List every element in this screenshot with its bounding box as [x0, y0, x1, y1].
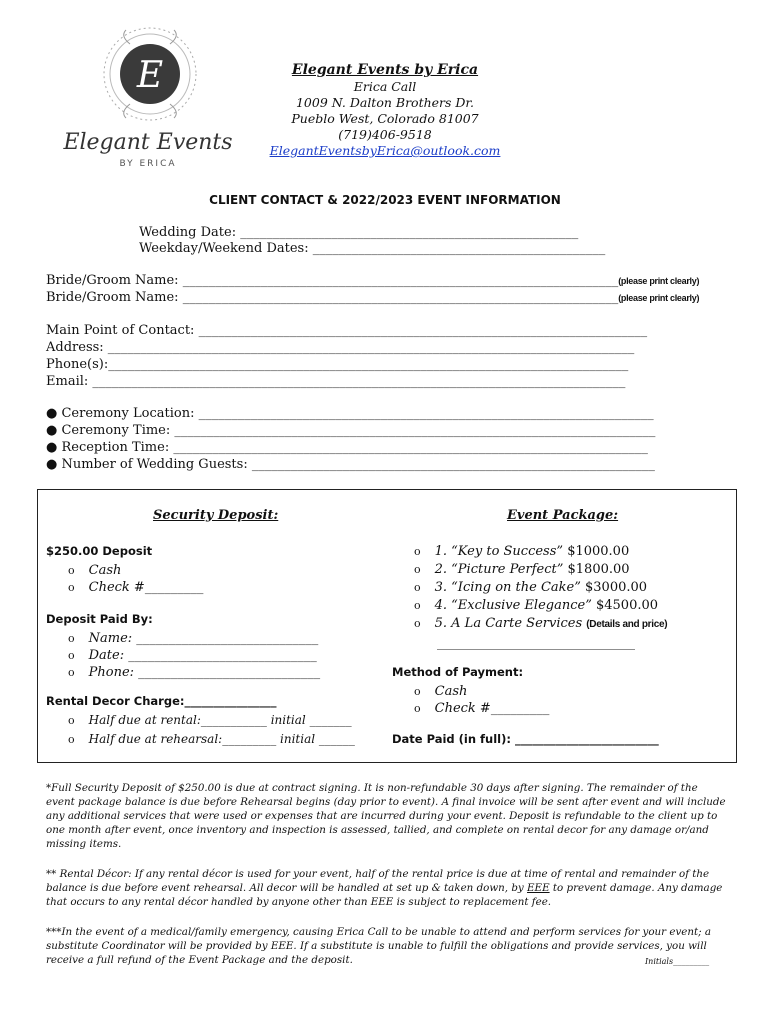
note-security-deposit: *Full Security Deposit of $250.00 is due at contract signing. It is non-refundable 30 days after signing. The remainder of the event package balance is due before Rehearsal begins (day prior to event). A final invoice will be sent after event and will include any additional services that were used or expenses that are incurred during your event. Deposit is refundable to the client up to one month after event, once inventory and inspection is assessed, tallied, and complete on rental decor for any damage or/and missing items. [46, 782, 726, 850]
a-la-carte-line[interactable]: _________________________________ [437, 636, 635, 650]
city-state-zip: Pueblo West, Colorado 81007 [291, 111, 479, 126]
contact-name: Erica Call [353, 79, 417, 94]
ceremony-location-field[interactable]: ● Ceremony Location: ______________________________________________________________________ [46, 406, 654, 421]
phone-number: (719)406-9518 [338, 127, 432, 142]
reception-time-field[interactable]: ● Reception Time: _________________________________________________________________________ [46, 440, 648, 455]
bullet: o [414, 581, 421, 594]
date-paid-field[interactable]: Date Paid (in full): _________________________ [392, 732, 659, 746]
logo [60, 22, 235, 172]
deposit-check-option[interactable] [68, 576, 203, 595]
paid-phone-label: Phone: ____________________________ [88, 665, 321, 680]
bullet: o [68, 632, 75, 645]
method-of-payment: Method of Payment: [392, 665, 524, 679]
package-item-4[interactable] [414, 597, 667, 615]
package-item-1[interactable] [414, 543, 667, 561]
main-contact-field[interactable]: Main Point of Contact: _____________________________________________________________________ [46, 323, 648, 338]
phones-field[interactable]: Phone(s):________________________________________________________________________________ [46, 357, 629, 372]
form-title: CLIENT CONTACT & 2022/2023 EVENT INFORMATION [209, 193, 561, 207]
street-address: 1009 N. Dalton Brothers Dr. [295, 95, 475, 110]
bride-groom-name-2[interactable] [46, 289, 699, 307]
initials-field[interactable]: Initials_________ [645, 957, 710, 966]
wedding-date-field[interactable]: Wedding Date: ____________________________________________________ [139, 225, 579, 240]
weekday-weekend-field[interactable]: Weekday/Weekend Dates: _____________________________________________ [139, 241, 606, 256]
package-price: $1000.00 [567, 544, 630, 559]
bullet: o [414, 599, 421, 612]
note-rental-eee: EEE [527, 882, 550, 894]
email-field[interactable]: Email: __________________________________________________________________________________ [46, 374, 626, 389]
deposit-amount: $250.00 Deposit [46, 544, 153, 558]
guest-count-field[interactable]: ● Number of Wedding Guests: ______________________________________________________________ [46, 457, 655, 472]
package-list [414, 543, 667, 634]
package-item-3[interactable] [414, 579, 667, 597]
company-header [250, 62, 520, 159]
ceremony-time-field[interactable]: ● Ceremony Time: __________________________________________________________________________ [46, 423, 656, 438]
half-due-rental[interactable] [68, 709, 352, 728]
package-item-5[interactable] [414, 615, 667, 634]
bullet: o [68, 666, 75, 679]
bullet: o [68, 564, 75, 577]
business-name: Elegant Events by Erica [291, 62, 479, 78]
print-note: (please print clearly) [618, 276, 700, 286]
bride-groom-1-text: Bride/Groom Name: ___________________________________________________________________ [46, 273, 619, 288]
cash-label: Cash [434, 684, 468, 699]
package-name: 3. “Icing on the Cake” [434, 580, 581, 595]
package-item-2[interactable] [414, 561, 667, 579]
email-link[interactable]: ElegantEventsbyErica@outlook.com [269, 143, 501, 158]
paid-date-label: Date: _____________________________ [88, 648, 317, 663]
bullet: o [414, 617, 421, 630]
logo-emblem [60, 22, 235, 172]
check-label: Check #_________ [88, 580, 204, 595]
bullet: o [68, 714, 75, 727]
half-due-rehearsal[interactable] [68, 728, 355, 747]
bullet: o [414, 545, 421, 558]
logo-monogram: E [136, 55, 164, 96]
event-package-title: Event Package: [507, 508, 619, 523]
package-price: $1800.00 [567, 562, 630, 577]
note-rental-decor [46, 867, 726, 909]
package-price: $4500.00 [595, 598, 659, 613]
address-field[interactable]: Address: _________________________________________________________________________________ [46, 340, 635, 355]
cash-label: Cash [88, 563, 122, 578]
bullet: o [68, 649, 75, 662]
package-name: 4. “Exclusive Elegance” [434, 598, 592, 613]
rental-decor-charge[interactable]: Rental Decor Charge:________________ [46, 694, 277, 708]
half-rehearsal-label: Half due at rehearsal:_________ initial ______ [88, 732, 355, 746]
payment-check-option[interactable] [414, 697, 549, 716]
logo-wordmark: Elegant Events [63, 130, 233, 155]
note-rental-a: ** Rental Décor: If any rental décor is used for your event, half of the rental price is due at time of rental and remainder of the balance is due before event rehearsal. All decor will be handled at set up & taken down, by [46, 868, 710, 894]
security-deposit-title: Security Deposit: [153, 508, 279, 523]
package-name: 5. A La Carte Services [434, 616, 583, 631]
bullet: o [68, 733, 75, 746]
bride-groom-2-text: Bride/Groom Name: ___________________________________________________________________ [46, 290, 619, 305]
check-label: Check #_________ [434, 701, 550, 716]
deposit-paid-by: Deposit Paid By: [46, 612, 153, 626]
package-details-note: (Details and price) [586, 619, 668, 630]
bullet: o [414, 563, 421, 576]
bullet: o [68, 581, 75, 594]
package-name: 1. “Key to Success” [434, 544, 564, 559]
bullet: o [414, 685, 421, 698]
package-name: 2. “Picture Perfect” [434, 562, 564, 577]
package-price: $3000.00 [585, 580, 648, 595]
logo-sub: BY ERICA [119, 159, 177, 169]
paid-name-label: Name: ____________________________ [88, 631, 319, 646]
note-emergency: ***In the event of a medical/family emergency, causing Erica Call to be unable to attend and perform services for your event; a substitute Coordinator will be provided by EEE. If a substitute is unable to fulfill the obligations and provide services, you will receive a full refund of the Event Package and the deposit. [46, 926, 712, 966]
half-rental-label: Half due at rental:___________ initial _______ [88, 713, 352, 727]
print-note: (please print clearly) [618, 293, 700, 303]
bride-groom-name-1[interactable] [46, 272, 699, 290]
note-rental-b: to prevent damage. Any damage that occurs to any rental décor handled by anyone other than EEE is subject to replacement fee. [46, 882, 723, 908]
bullet: o [414, 702, 421, 715]
paid-by-phone[interactable] [68, 661, 320, 680]
